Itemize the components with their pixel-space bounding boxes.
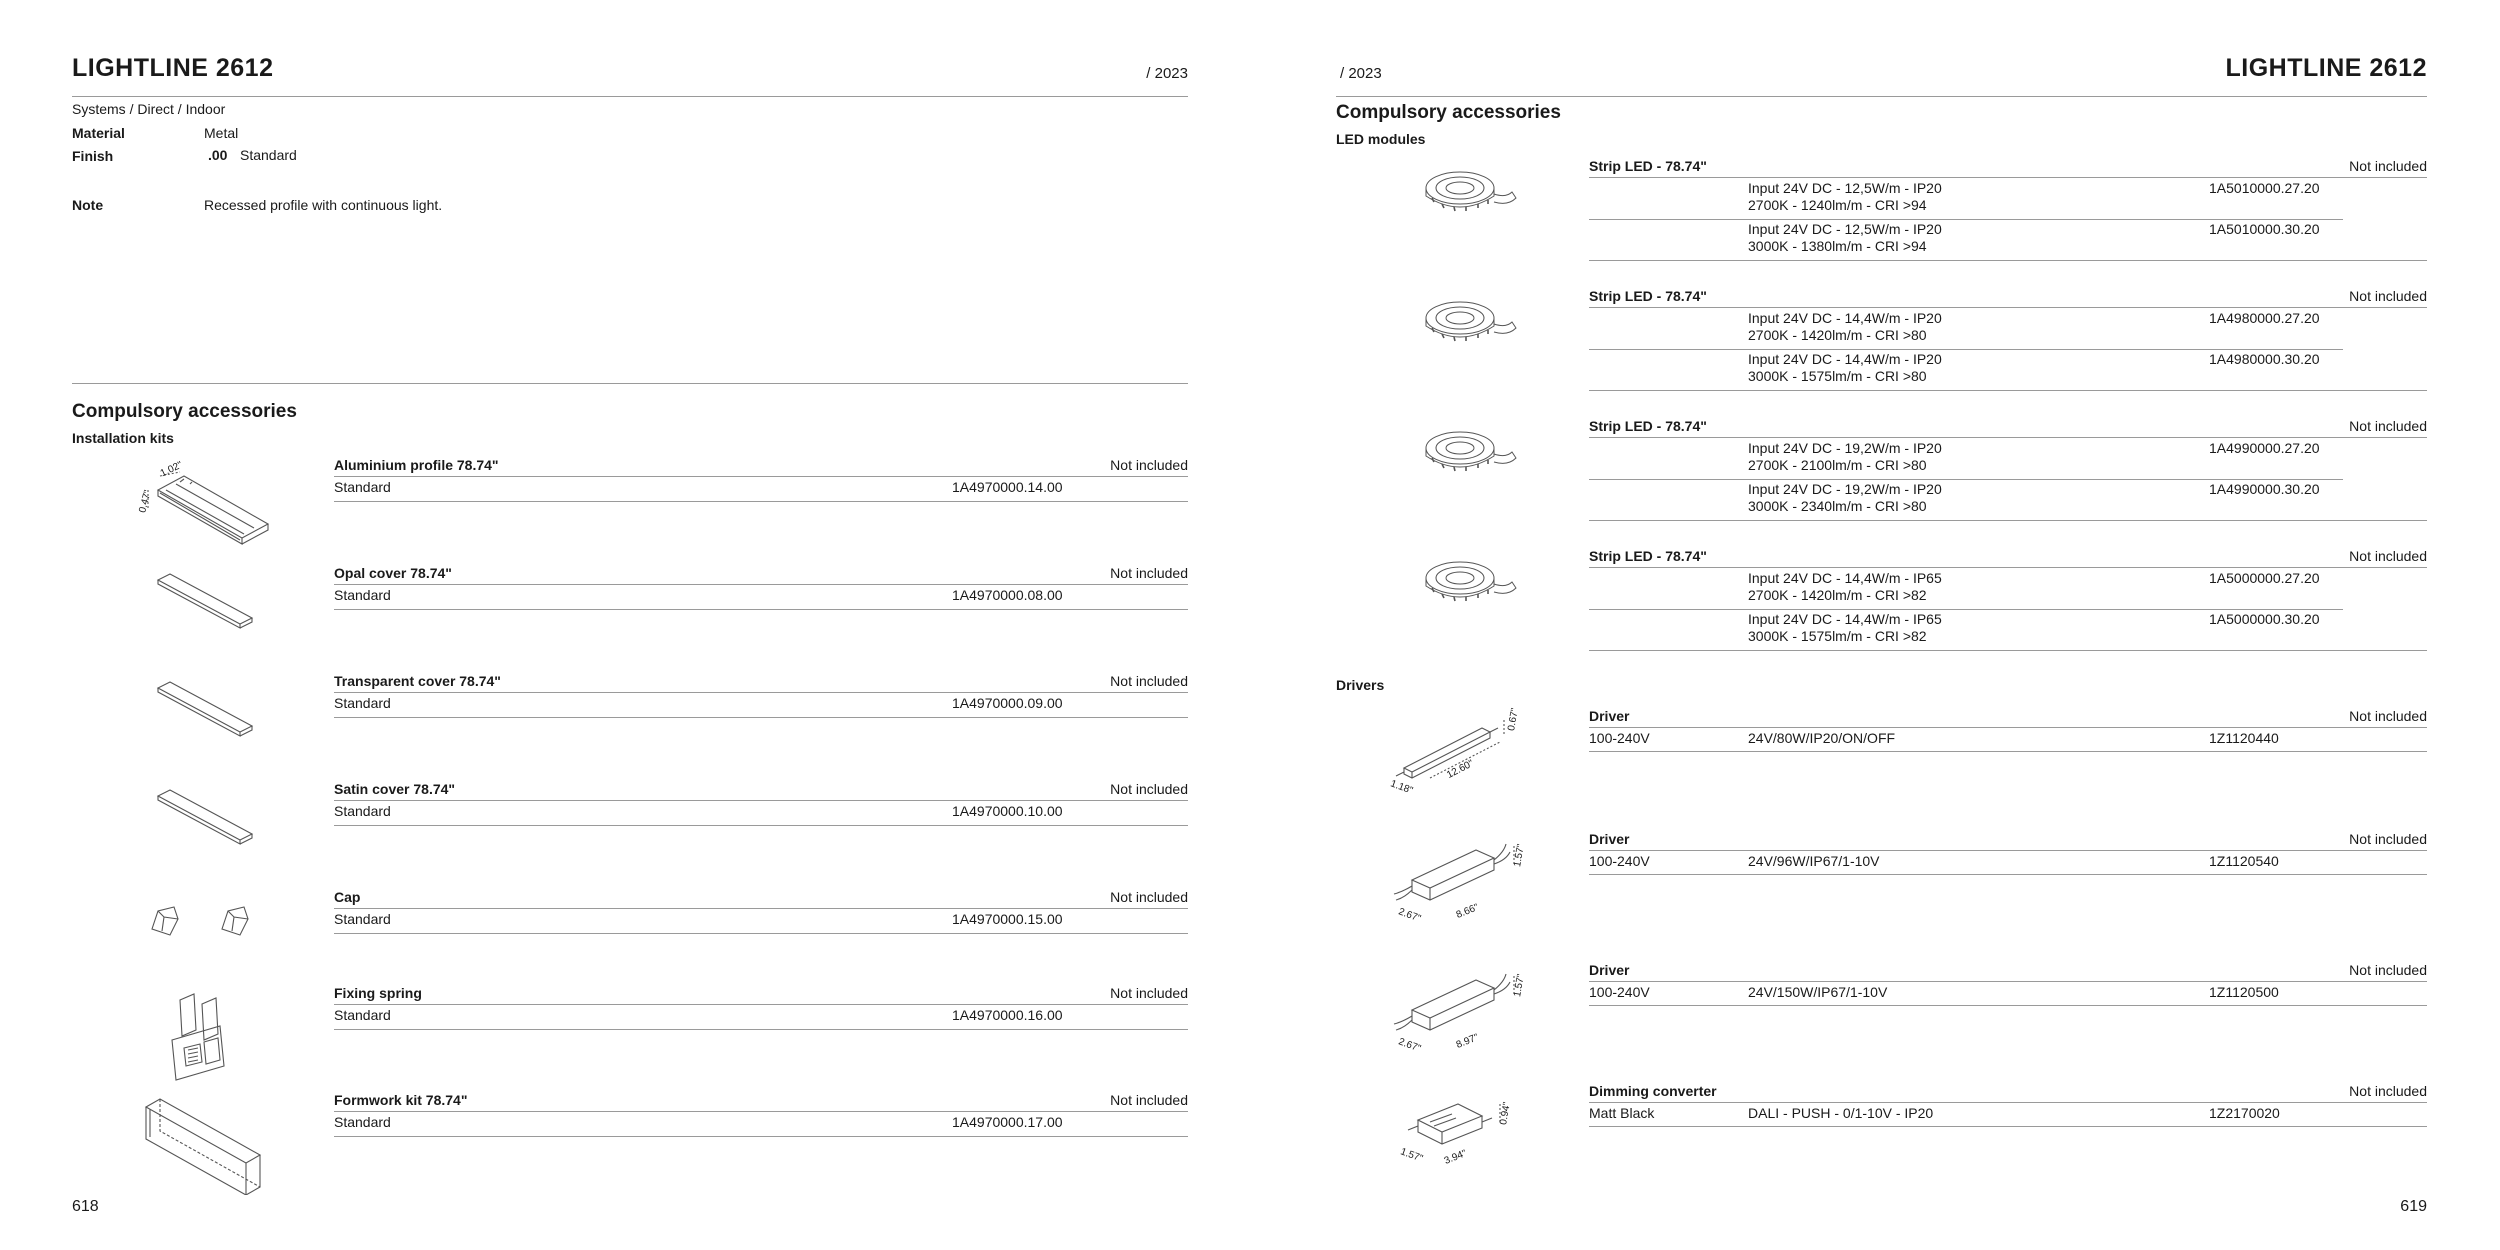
- driver-item: [1589, 708, 2427, 768]
- item-status: Not included: [2349, 1083, 2427, 1099]
- subsection-title: Installation kits: [72, 430, 174, 446]
- item-divider: [1589, 177, 2427, 178]
- item-status: Not included: [2349, 708, 2427, 724]
- item-status: Not included: [2349, 962, 2427, 978]
- item-variant: Standard: [334, 1114, 391, 1130]
- led-strip-reel-icon: [1420, 288, 1520, 358]
- accessory-item: [334, 1092, 1188, 1142]
- section-title: Compulsory accessories: [72, 401, 297, 422]
- header-divider: [72, 96, 1188, 97]
- item-code: 1Z1120440: [2209, 730, 2279, 746]
- item-code: 1A4970000.10.00: [952, 803, 1063, 819]
- item-variant: Standard: [334, 803, 391, 819]
- item-divider: [1589, 727, 2427, 728]
- item-spec: DALI - PUSH - 0/1-10V - IP20: [1748, 1105, 1934, 1121]
- item-divider: [334, 933, 1188, 934]
- item-divider: [334, 717, 1188, 718]
- item-divider: [1589, 981, 2427, 982]
- item-divider: [1589, 609, 2343, 610]
- led-item: [1589, 158, 2427, 268]
- led-item: [1589, 418, 2427, 528]
- spec-line-1: Input 24V DC - 14,4W/m - IP20: [1748, 351, 1942, 367]
- item-spec: 24V/150W/IP67/1-10V: [1748, 984, 1888, 1000]
- spec-line-2: 2700K - 1420lm/m - CRI >80: [1748, 327, 1927, 343]
- width-dimension: 2.67": [1396, 906, 1423, 925]
- height-dimension: 0.67": [1506, 707, 1521, 732]
- driver-item: [1589, 1083, 2427, 1143]
- item-status: Not included: [1110, 1092, 1188, 1108]
- formwork-kit-icon: [140, 1095, 270, 1195]
- item-divider: [1589, 1005, 2427, 1006]
- item-input: Matt Black: [1589, 1105, 1655, 1121]
- height-dimension: 1.57": [1512, 973, 1527, 998]
- spec-line-2: 2700K - 1240lm/m - CRI >94: [1748, 197, 1927, 213]
- item-code: 1A4970000.14.00: [952, 479, 1063, 495]
- item-divider: [1589, 751, 2427, 752]
- finish-code: .00: [208, 147, 228, 163]
- item-divider: [1589, 650, 2427, 651]
- item-divider: [334, 609, 1188, 610]
- item-divider: [1589, 437, 2427, 438]
- item-name: Cap: [334, 889, 361, 905]
- item-divider: [1589, 1126, 2427, 1127]
- led-strip-reel-icon: [1420, 418, 1520, 488]
- breadcrumb: Systems / Direct / Indoor: [72, 101, 226, 117]
- length-dimension: 3.94": [1442, 1148, 1469, 1167]
- accessory-item: [334, 565, 1188, 615]
- item-divider: [334, 584, 1188, 585]
- spec-line-1: Input 24V DC - 19,2W/m - IP20: [1748, 440, 1942, 456]
- spec-line-1: Input 24V DC - 12,5W/m - IP20: [1748, 221, 1942, 237]
- item-name: Formwork kit 78.74": [334, 1092, 468, 1108]
- item-name: Transparent cover 78.74": [334, 673, 501, 689]
- accessory-item: [334, 457, 1188, 507]
- width-dimension: 1.18": [1388, 778, 1415, 797]
- item-code: 1A5010000.27.20: [2209, 180, 2320, 196]
- item-code: 1A4980000.30.20: [2209, 351, 2320, 367]
- item-divider: [334, 1111, 1188, 1112]
- item-input: 100-240V: [1589, 984, 1650, 1000]
- item-code: 1A5000000.30.20: [2209, 611, 2320, 627]
- item-divider: [334, 1004, 1188, 1005]
- spec-line-1: Input 24V DC - 14,4W/m - IP20: [1748, 310, 1942, 326]
- item-code: 1A4990000.30.20: [2209, 481, 2320, 497]
- item-name: Opal cover 78.74": [334, 565, 452, 581]
- drivers-subsection-title: Drivers: [1336, 677, 1385, 693]
- item-code: 1A4970000.15.00: [952, 911, 1063, 927]
- item-divider: [1589, 307, 2427, 308]
- fixing-spring-icon: [160, 990, 240, 1090]
- spec-line-1: Input 24V DC - 12,5W/m - IP20: [1748, 180, 1942, 196]
- item-divider: [1589, 874, 2427, 875]
- spec-line-1: Input 24V DC - 14,4W/m - IP65: [1748, 611, 1942, 627]
- item-variant: Standard: [334, 587, 391, 603]
- aluminium-profile-icon: [130, 460, 280, 560]
- driver-item: [1589, 962, 2427, 1022]
- item-divider: [1589, 1102, 2427, 1103]
- item-divider: [1589, 567, 2427, 568]
- waterproof-driver-icon: [1390, 836, 1527, 926]
- item-divider: [334, 501, 1188, 502]
- item-divider: [1589, 219, 2343, 220]
- item-name: Driver: [1589, 831, 1630, 847]
- driver-item: [1589, 831, 2427, 891]
- length-dimension: 12.60": [1445, 758, 1476, 781]
- spec-line-2: 3000K - 1575lm/m - CRI >82: [1748, 628, 1927, 644]
- item-code: 1A4970000.09.00: [952, 695, 1063, 711]
- led-strip-reel-icon: [1420, 158, 1520, 228]
- item-status: Not included: [1110, 565, 1188, 581]
- led-item: [1589, 548, 2427, 658]
- spec-line-2: 2700K - 1420lm/m - CRI >82: [1748, 587, 1927, 603]
- item-status: Not included: [1110, 457, 1188, 473]
- item-divider: [1589, 520, 2427, 521]
- item-input: 100-240V: [1589, 730, 1650, 746]
- header-divider: [1336, 96, 2427, 97]
- year-label: / 2023: [1340, 65, 1382, 82]
- item-name: Driver: [1589, 962, 1630, 978]
- note-label: Note: [72, 197, 104, 213]
- item-status: Not included: [1110, 985, 1188, 1001]
- item-spec: 24V/96W/IP67/1-10V: [1748, 853, 1880, 869]
- item-divider: [1589, 850, 2427, 851]
- item-code: 1A5000000.27.20: [2209, 570, 2320, 586]
- item-code: 1Z2170020: [2209, 1105, 2280, 1121]
- transparent-cover-icon: [150, 676, 260, 746]
- item-status: Not included: [2349, 418, 2427, 434]
- section-title: Compulsory accessories: [1336, 102, 1561, 123]
- item-name: Satin cover 78.74": [334, 781, 456, 797]
- item-name: Strip LED - 78.74": [1589, 158, 1707, 174]
- spec-line-2: 3000K - 1380lm/m - CRI >94: [1748, 238, 1927, 254]
- length-dimension: 8.66": [1454, 902, 1481, 921]
- spec-line-1: Input 24V DC - 14,4W/m - IP65: [1748, 570, 1942, 586]
- item-name: Strip LED - 78.74": [1589, 288, 1707, 304]
- item-status: Not included: [2349, 831, 2427, 847]
- item-name: Driver: [1589, 708, 1630, 724]
- right-page: [1250, 0, 2500, 1250]
- satin-cover-icon: [150, 784, 260, 854]
- accessory-item: [334, 889, 1188, 939]
- item-code: 1Z1120500: [2209, 984, 2279, 1000]
- item-code: 1Z1120540: [2209, 853, 2279, 869]
- spec-line-2: 3000K - 1575lm/m - CRI >80: [1748, 368, 1927, 384]
- item-divider: [334, 800, 1188, 801]
- width-dimension: 1.57": [1398, 1146, 1425, 1165]
- material-value: Metal: [204, 125, 239, 141]
- item-code: 1A4980000.27.20: [2209, 310, 2320, 326]
- item-divider: [1589, 390, 2427, 391]
- item-divider: [334, 476, 1188, 477]
- page-number: 618: [72, 1198, 99, 1215]
- item-code: 1A5010000.30.20: [2209, 221, 2320, 237]
- width-dimension: 2.67": [1396, 1036, 1423, 1055]
- finish-value: Standard: [240, 147, 297, 163]
- item-variant: Standard: [334, 479, 391, 495]
- item-name: Fixing spring: [334, 985, 422, 1001]
- item-code: 1A4970000.17.00: [952, 1114, 1063, 1130]
- item-divider: [1589, 349, 2343, 350]
- length-dimension: 8.97": [1454, 1032, 1481, 1051]
- item-status: Not included: [1110, 673, 1188, 689]
- year-label: / 2023: [1146, 65, 1188, 82]
- accessory-item: [334, 985, 1188, 1035]
- waterproof-driver-icon: [1390, 966, 1527, 1056]
- spec-line-1: Input 24V DC - 19,2W/m - IP20: [1748, 481, 1942, 497]
- height-dimension: 1.57": [1512, 843, 1527, 868]
- height-dimension: 0.94": [1498, 1101, 1513, 1126]
- slim-driver-icon: [1388, 707, 1521, 800]
- item-name: Aluminium profile 78.74": [334, 457, 499, 473]
- material-label: Material: [72, 125, 125, 141]
- item-variant: Standard: [334, 1007, 391, 1023]
- item-divider: [334, 1136, 1188, 1137]
- led-item: [1589, 288, 2427, 398]
- item-status: Not included: [1110, 889, 1188, 905]
- accessory-item: [334, 673, 1188, 723]
- item-divider: [1589, 479, 2343, 480]
- accessory-item: [334, 781, 1188, 831]
- item-code: 1A4970000.08.00: [952, 587, 1063, 603]
- opal-cover-icon: [150, 568, 260, 638]
- spec-line-2: 3000K - 2340lm/m - CRI >80: [1748, 498, 1927, 514]
- item-name: Strip LED - 78.74": [1589, 418, 1707, 434]
- item-divider: [334, 1029, 1188, 1030]
- item-variant: Standard: [334, 911, 391, 927]
- dimming-converter-icon: [1400, 1090, 1520, 1170]
- item-code: 1A4990000.27.20: [2209, 440, 2320, 456]
- led-strip-reel-icon: [1420, 548, 1520, 618]
- brand-title: LIGHTLINE 2612: [2225, 54, 2427, 82]
- item-divider: [1589, 260, 2427, 261]
- led-subsection-title: LED modules: [1336, 131, 1426, 147]
- item-status: Not included: [2349, 288, 2427, 304]
- section-divider: [72, 383, 1188, 384]
- width-dimension: 1.02": [158, 459, 185, 480]
- height-dimension: 0.47": [137, 488, 154, 515]
- item-name: Strip LED - 78.74": [1589, 548, 1707, 564]
- item-divider: [334, 692, 1188, 693]
- item-code: 1A4970000.16.00: [952, 1007, 1063, 1023]
- finish-label: Finish: [72, 148, 114, 164]
- brand-title: LIGHTLINE 2612: [72, 54, 274, 82]
- item-variant: Standard: [334, 695, 391, 711]
- item-status: Not included: [1110, 781, 1188, 797]
- spec-line-2: 2700K - 2100lm/m - CRI >80: [1748, 457, 1927, 473]
- item-name: Dimming converter: [1589, 1083, 1717, 1099]
- item-input: 100-240V: [1589, 853, 1650, 869]
- note-value: Recessed profile with continuous light.: [204, 197, 443, 213]
- item-status: Not included: [2349, 548, 2427, 564]
- item-status: Not included: [2349, 158, 2427, 174]
- page-number: 619: [2400, 1198, 2427, 1215]
- item-divider: [334, 825, 1188, 826]
- item-divider: [334, 908, 1188, 909]
- end-cap-icon: [144, 895, 264, 945]
- item-spec: 24V/80W/IP20/ON/OFF: [1748, 730, 1896, 746]
